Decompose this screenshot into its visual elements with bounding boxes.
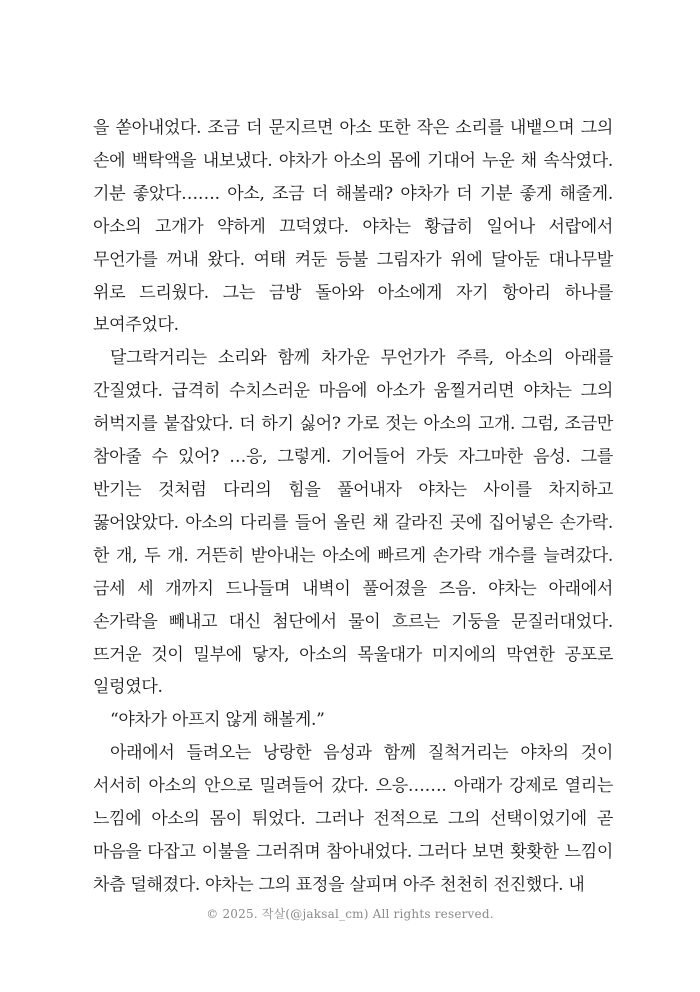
paragraph-2: 달그락거리는 소리와 함께 차가운 무언가가 주륵, 아소의 아래를 간질였다. 급격히 수치스러운 마음에 아소가 움찔거리면 야차는 그의 허벅지를 붙잡았다. 더 하기 싫어? 가로 젓는 아소의 고개. 그럼, 조금만 참아줄 수 있어? …응, 그렇게. 기어들어 가듯 자그마한 음성. 그를 반기는 것처럼 다리의 힘을 풀어내자 야차는 사이를 차지하고 꿇어앉았다. 아소의 다리를 들어 올린 채 갈라진 곳에 집어넣은 손가락. 한 개, 두 개. 거뜬히 받아내는 아소에 빠르게 손가락 개수를 늘려갔다. 금세 세 개까지 드나들며 내벽이 풀어졌을 즈음. 야차는 아래에서 손가락을 빼내고 대신 첨단에서 물이 흐르는 기둥을 문질러대었다. 뜨거운 것이 밀부에 닿자, 아소의 목울대가 미지에의 막연한 공포로 일렁였다. (93, 348, 613, 698)
page-body (93, 112, 613, 902)
copyright-footer: © 2025. 작살(@jaksal_cm) All rights reserved. (206, 907, 494, 921)
paragraph-4: 아래에서 들려오는 낭랑한 음성과 함께 질척거리는 야차의 것이 서서히 아소의 안으로 밀려들어 갔다. 으응……. 아래가 강제로 열리는 느낌에 아소의 몸이 튀었다. 그러나 전적으로 그의 선택이었기에 곧 마음을 다잡고 이불을 그러쥐며 참아내었다. 그러다 보면 홧홧한 느낌이 차츰 덜해졌다. 야차는 그의 표정을 살피며 아주 천천히 전진했다. 내 (93, 743, 613, 895)
paragraph-3-dialogue: “야차가 아프지 않게 해볼게.” (110, 710, 325, 731)
paragraph-1: 을 쏟아내었다. 조금 더 문지르면 아소 또한 작은 소리를 내뱉으며 그의 손에 백탁액을 내보냈다. 야차가 아소의 몸에 기대어 누운 채 속삭였다. 기분 좋았다……. 아소, 조금 더 해볼래? 야차가 더 기분 좋게 해줄게. 아소의 고개가 약하게 끄덕였다. 야차는 황급히 일어나 서랍에서 무언가를 꺼내 왔다. 여태 켜둔 등불 그림자가 위에 달아둔 대나무발 위로 드리웠다. 그는 금방 돌아와 아소에게 자기 항아리 하나를 보여주었다. (93, 118, 613, 336)
